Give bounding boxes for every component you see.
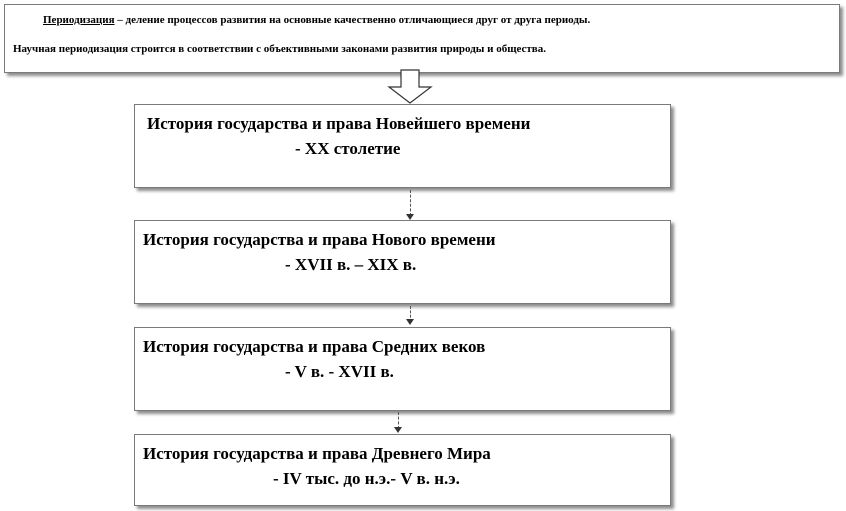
connector-line [410, 190, 411, 216]
arrow-down-icon [406, 319, 414, 325]
stage-period: - XVII в. – XIX в. [285, 255, 417, 274]
stage-title: История государства и права Новейшего времени [147, 114, 531, 133]
definition-line-2: Научная периодизация строится в соответствии с объективными законами развития природы и общества. [13, 43, 546, 55]
stage-box-ancient [134, 434, 671, 506]
stage-box-middle-ages [134, 327, 671, 411]
stage-title: История государства и права Нового времени [143, 230, 496, 249]
stage-box-modern [134, 220, 671, 304]
stage-period: - IV тыс. до н.э.- V в. н.э. [273, 469, 460, 488]
stage-period: - V в. - XVII в. [285, 362, 394, 381]
stage-box-modern-contemporary [134, 104, 671, 188]
definition-text: – деление процессов развития на основные качественно отличающиеся друг от друга периоды. [117, 14, 591, 26]
arrow-down-icon [394, 427, 402, 433]
stage-title: История государства и права Средних веков [143, 337, 486, 356]
definition-box [4, 4, 840, 73]
block-arrow-icon [387, 69, 433, 105]
stage-period: - XX столетие [295, 139, 401, 158]
definition-term: Периодизация [43, 14, 115, 26]
definition-line-1 [43, 14, 590, 26]
stage-title: История государства и права Древнего Мира [143, 444, 491, 463]
